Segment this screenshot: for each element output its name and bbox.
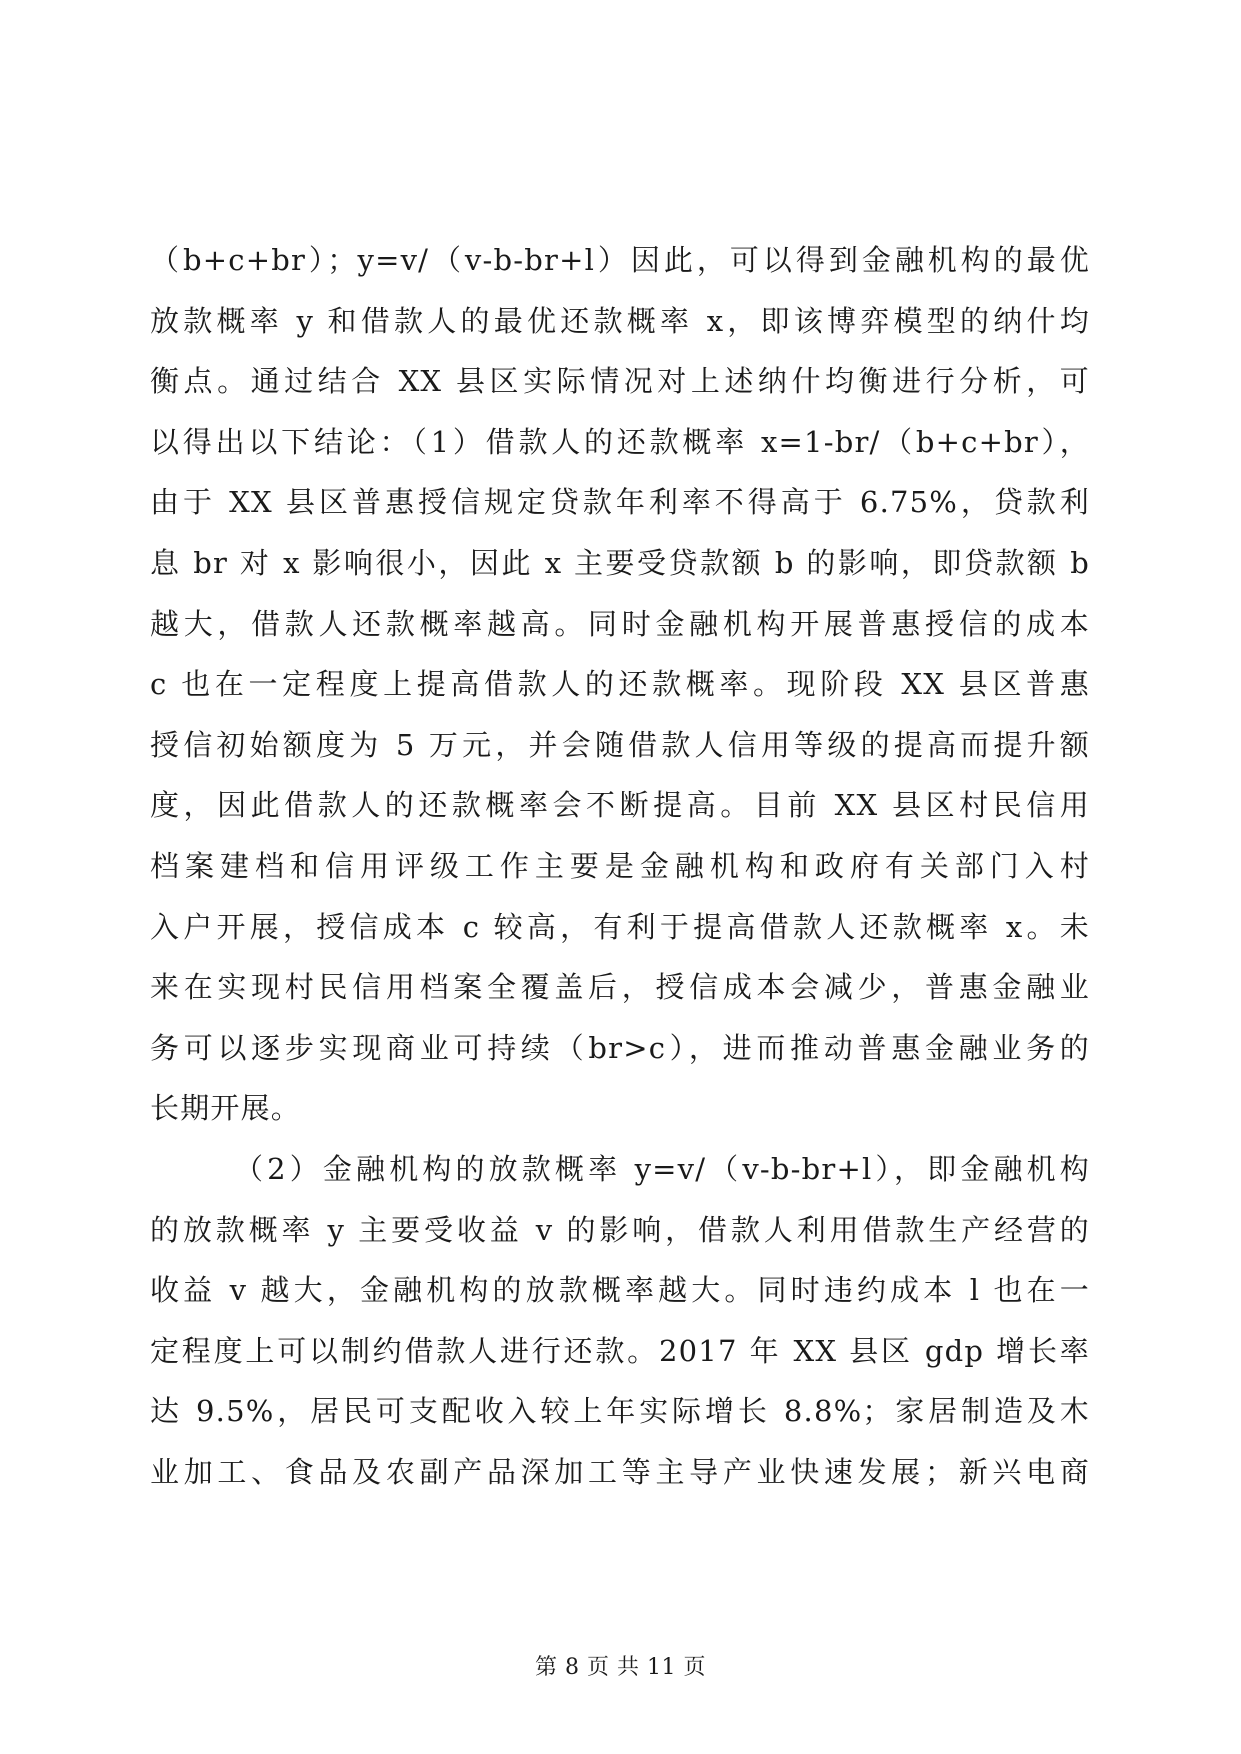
text-line: 放款概率 y 和借款人的最优还款概率 x，即该博弈模型的纳什均 (150, 303, 1090, 338)
text-line: 来在实现村民信用档案全覆盖后，授信成本会减少，普惠金融业 (150, 970, 1090, 1005)
text-line: 业加工、食品及农副产品深加工等主导产业快速发展；新兴电商 (150, 1454, 1090, 1489)
text-line: （b+c+br）；y=v/（v-b-br+l）因此，可以得到金融机构的最优 (150, 243, 1090, 277)
text-line: 定程度上可以制约借款人进行还款。2017 年 XX 县区 gdp 增长率 (150, 1333, 1090, 1368)
text-line: 入户开展，授信成本 c 较高，有利于提高借款人还款概率 x。未 (150, 909, 1090, 944)
text-line: 收益 v 越大，金融机构的放款概率越大。同时违约成本 l 也在一 (150, 1273, 1090, 1308)
body-text (150, 230, 1090, 1502)
text-line: 息 br 对 x 影响很小，因此 x 主要受贷款额 b 的影响，即贷款额 b (150, 545, 1090, 580)
text-line: 度，因此借款人的还款概率会不断提高。目前 XX 县区村民信用 (150, 788, 1090, 823)
paragraph-1 (150, 230, 1090, 1139)
paragraph-2 (150, 1139, 1090, 1503)
text-line: 由于 XX 县区普惠授信规定贷款年利率不得高于 6.75%，贷款利 (150, 485, 1090, 520)
text-line: （2）金融机构的放款概率 y=v/（v-b-br+l），即金融机构 (234, 1151, 1090, 1186)
text-line: 以得出以下结论：（1）借款人的还款概率 x=1-br/（b+c+br）， (150, 424, 1090, 459)
text-line: 务可以逐步实现商业可持续（br>c），进而推动普惠金融业务的 (150, 1030, 1090, 1065)
text-line: 长期开展。 (150, 1091, 302, 1126)
text-line: c 也在一定程度上提高借款人的还款概率。现阶段 XX 县区普惠 (150, 667, 1090, 702)
text-line: 档案建档和信用评级工作主要是金融机构和政府有关部门入村 (150, 848, 1090, 883)
text-line: 越大，借款人还款概率越高。同时金融机构开展普惠授信的成本 (150, 606, 1090, 641)
text-line: 授信初始额度为 5 万元，并会随借款人信用等级的提高而提升额 (150, 727, 1090, 762)
text-line: 达 9.5%，居民可支配收入较上年实际增长 8.8%；家居制造及木 (150, 1394, 1090, 1429)
text-line: 衡点。通过结合 XX 县区实际情况对上述纳什均衡进行分析，可 (150, 364, 1090, 399)
text-line: 的放款概率 y 主要受收益 v 的影响，借款人利用借款生产经营的 (150, 1212, 1090, 1247)
page-number-footer: 第 8 页 共 11 页 (535, 1655, 706, 1680)
